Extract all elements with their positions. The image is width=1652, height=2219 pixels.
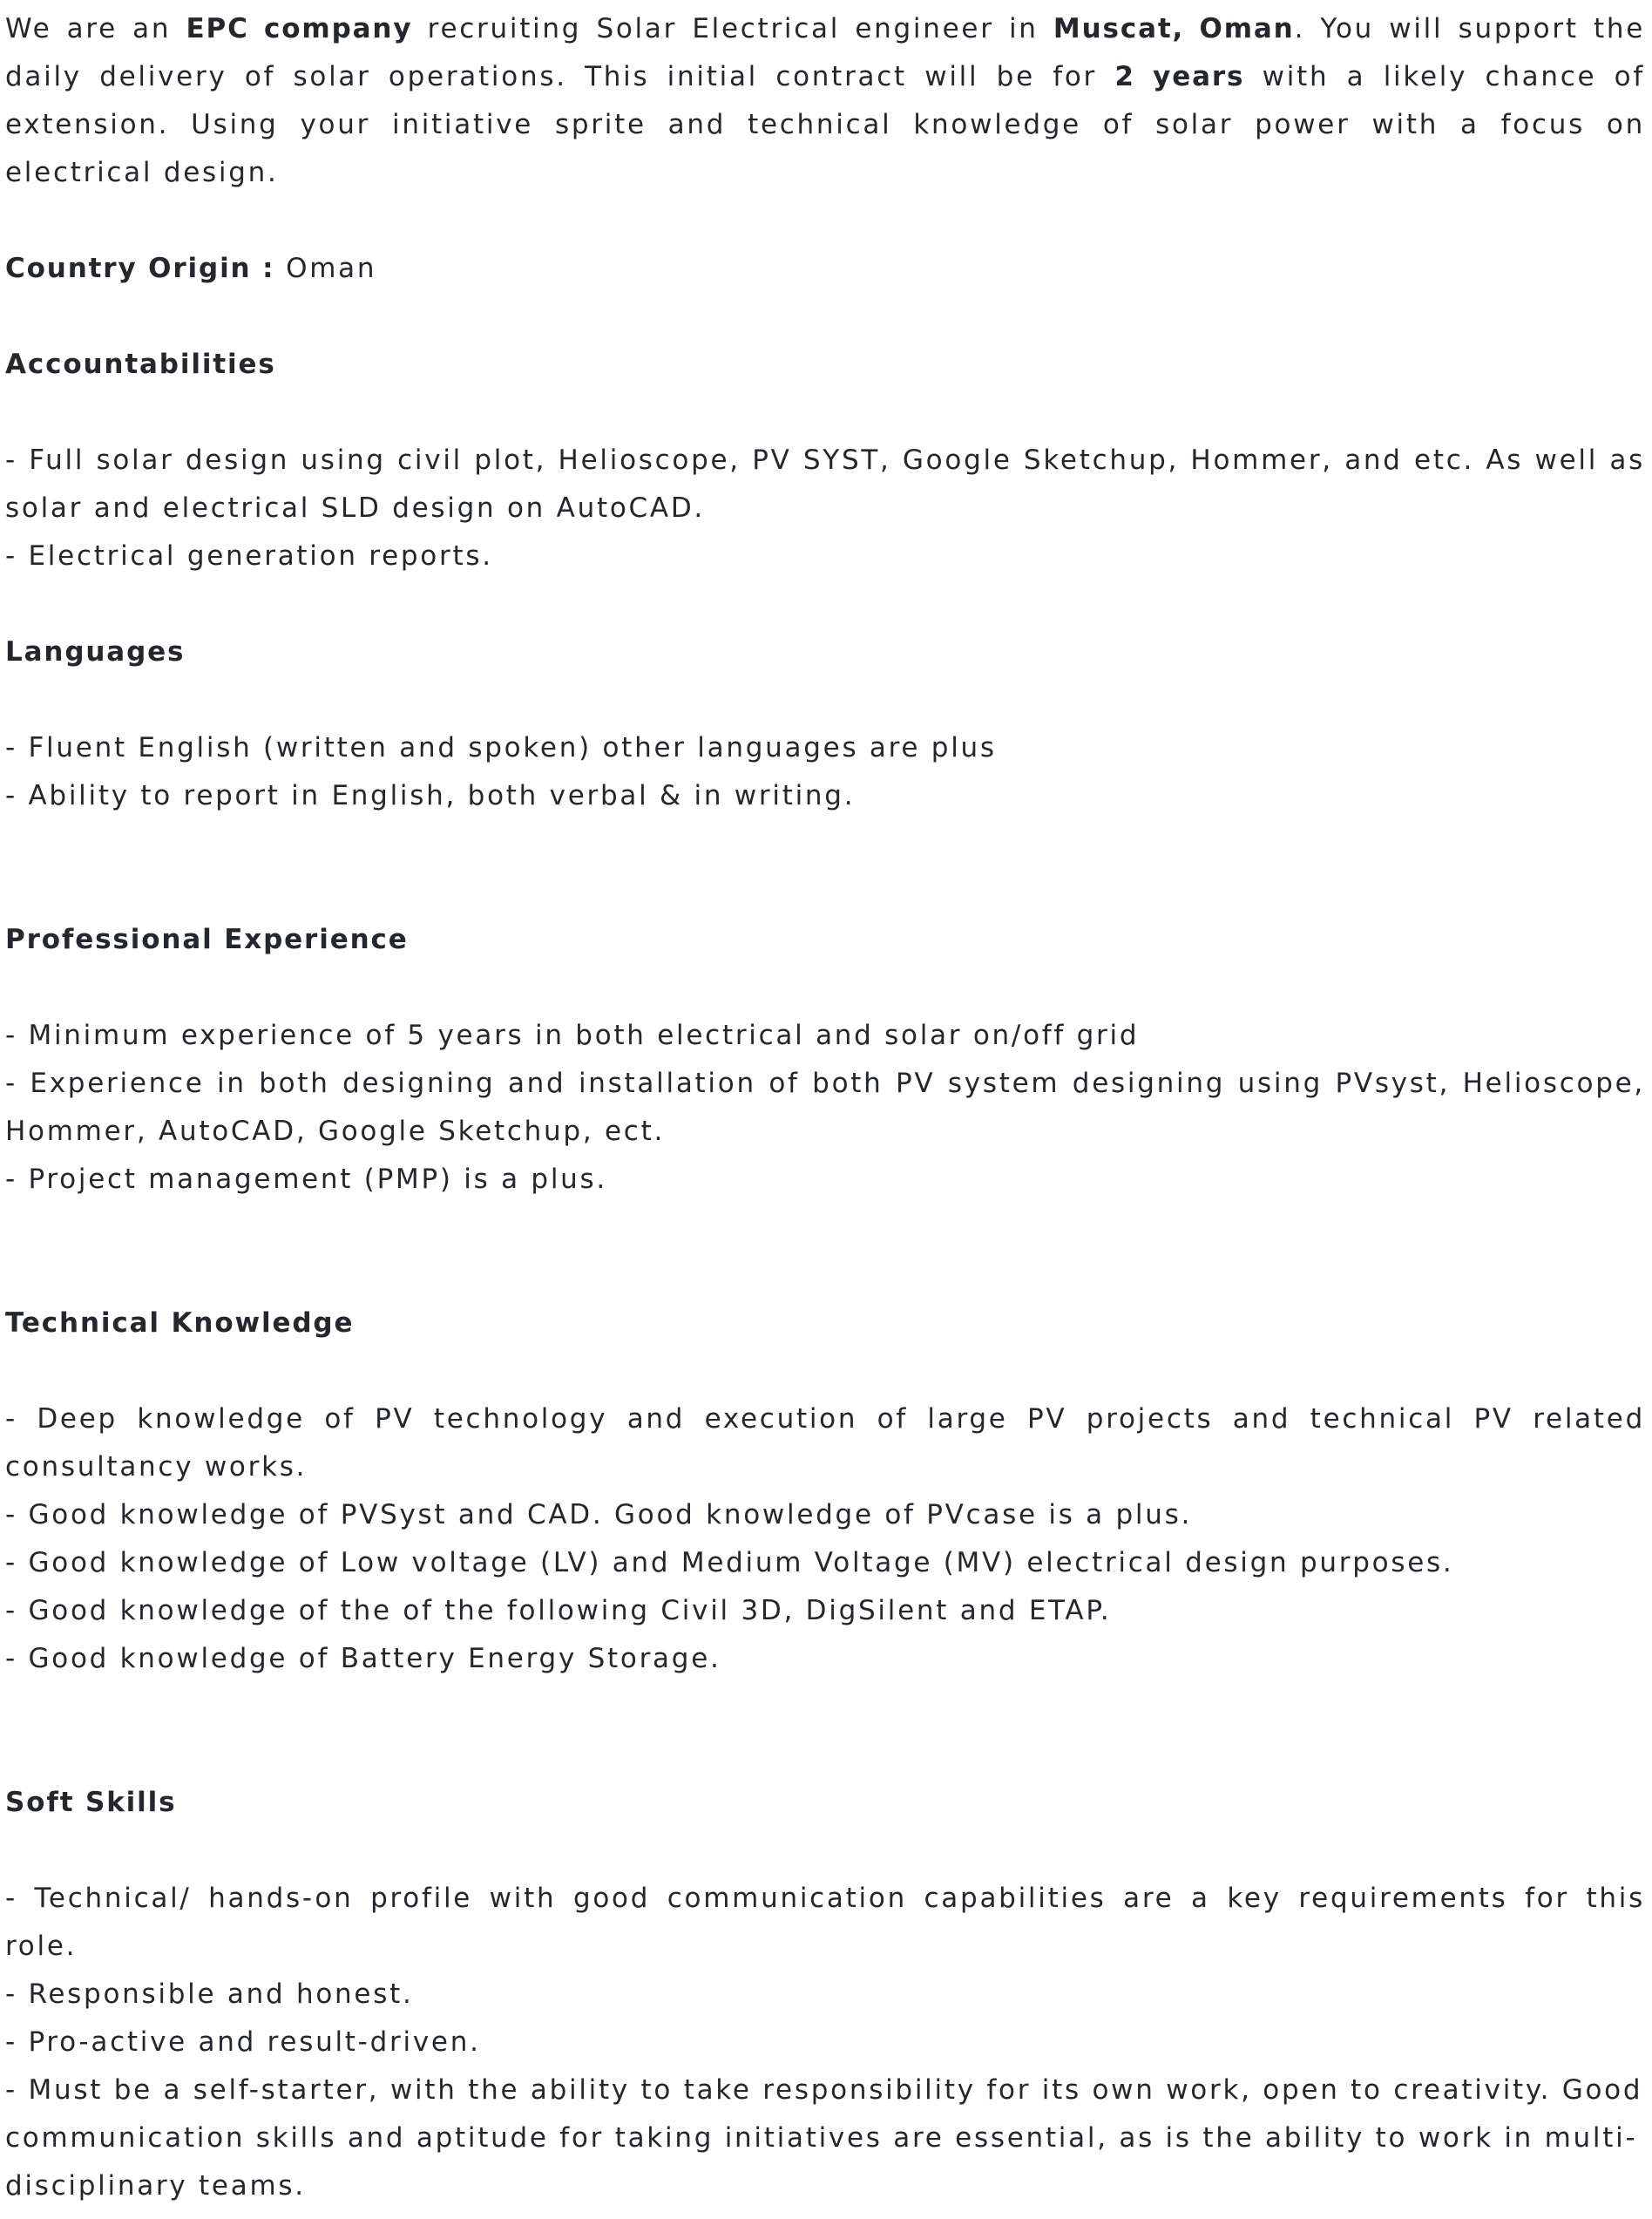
section-heading-professional-experience: Professional Experience [5, 924, 409, 955]
technical-item-2: - Good knowledge of PVSyst and CAD. Good knowledge of PVcase is a plus. [5, 1499, 1193, 1530]
country-origin-label: Country Origin : [5, 253, 287, 284]
technical-item-3: - Good knowledge of Low voltage (LV) and Medium Voltage (MV) electrical design purposes. [5, 1547, 1454, 1578]
section-heading-soft-skills: Soft Skills [5, 1787, 177, 1818]
section-heading-accountabilities: Accountabilities [5, 349, 276, 380]
accountabilities-item-2: - Electrical generation reports. [5, 540, 493, 572]
soft-skills-item-1: - Technical/ hands-on profile with good communication capabilities are a key requirements for this role. [5, 1883, 1645, 1962]
professional-item-1: - Minimum experience of 5 years in both electrical and solar on/off grid [5, 1020, 1140, 1051]
soft-skills-item-4: - Must be a self-starter, with the ability to take responsibility for its own work, open to creativity. Good communication skills and aptitude for taking initiatives are essential, as is the ability to work in multi-disciplinary teams. [5, 2074, 1643, 2202]
intro-run-5: . You will support the daily delivery of solar operations. This initial contract will be for [5, 13, 1646, 92]
intro-run-epc-company: EPC company [186, 13, 413, 44]
technical-item-4: - Good knowledge of the of the following Civil 3D, DigSilent and ETAP. [5, 1595, 1112, 1626]
country-origin-line [5, 245, 1645, 293]
professional-item-2: - Experience in both designing and installation of both PV system designing using PVsyst, Helioscope, Hommer, AutoCAD, Google Sketchup, ect. [5, 1068, 1645, 1147]
intro-paragraph [5, 5, 1645, 197]
intro-run-3: recruiting Solar Electrical engineer in [412, 13, 1053, 44]
intro-run-location: Muscat, Oman [1053, 13, 1295, 44]
languages-item-2: - Ability to report in English, both verbal & in writing. [5, 780, 856, 811]
section-heading-languages: Languages [5, 636, 186, 668]
accountabilities-item-1: - Full solar design using civil plot, Helioscope, PV SYST, Google Sketchup, Hommer, and etc. As well as solar and electrical SLD design on AutoCAD. [5, 444, 1645, 524]
intro-run-7: with a likely chance of extension. Using your initiative sprite and technical knowledge of solar power with a focus on electrical design. [5, 61, 1645, 188]
section-heading-technical-knowledge: Technical Knowledge [5, 1307, 355, 1339]
country-origin-value: Oman [286, 253, 377, 284]
soft-skills-item-3: - Pro-active and result-driven. [5, 2026, 481, 2058]
professional-item-3: - Project management (PMP) is a plus. [5, 1164, 607, 1195]
intro-run-duration: 2 years [1114, 61, 1245, 92]
intro-run-1: We are an [5, 13, 186, 44]
technical-item-5: - Good knowledge of Battery Energy Storage. [5, 1643, 721, 1674]
technical-item-1: - Deep knowledge of PV technology and execution of large PV projects and technical PV related consultancy works. [5, 1403, 1645, 1483]
soft-skills-item-2: - Responsible and honest. [5, 1978, 414, 2010]
languages-item-1: - Fluent English (written and spoken) other languages are plus [5, 732, 997, 763]
